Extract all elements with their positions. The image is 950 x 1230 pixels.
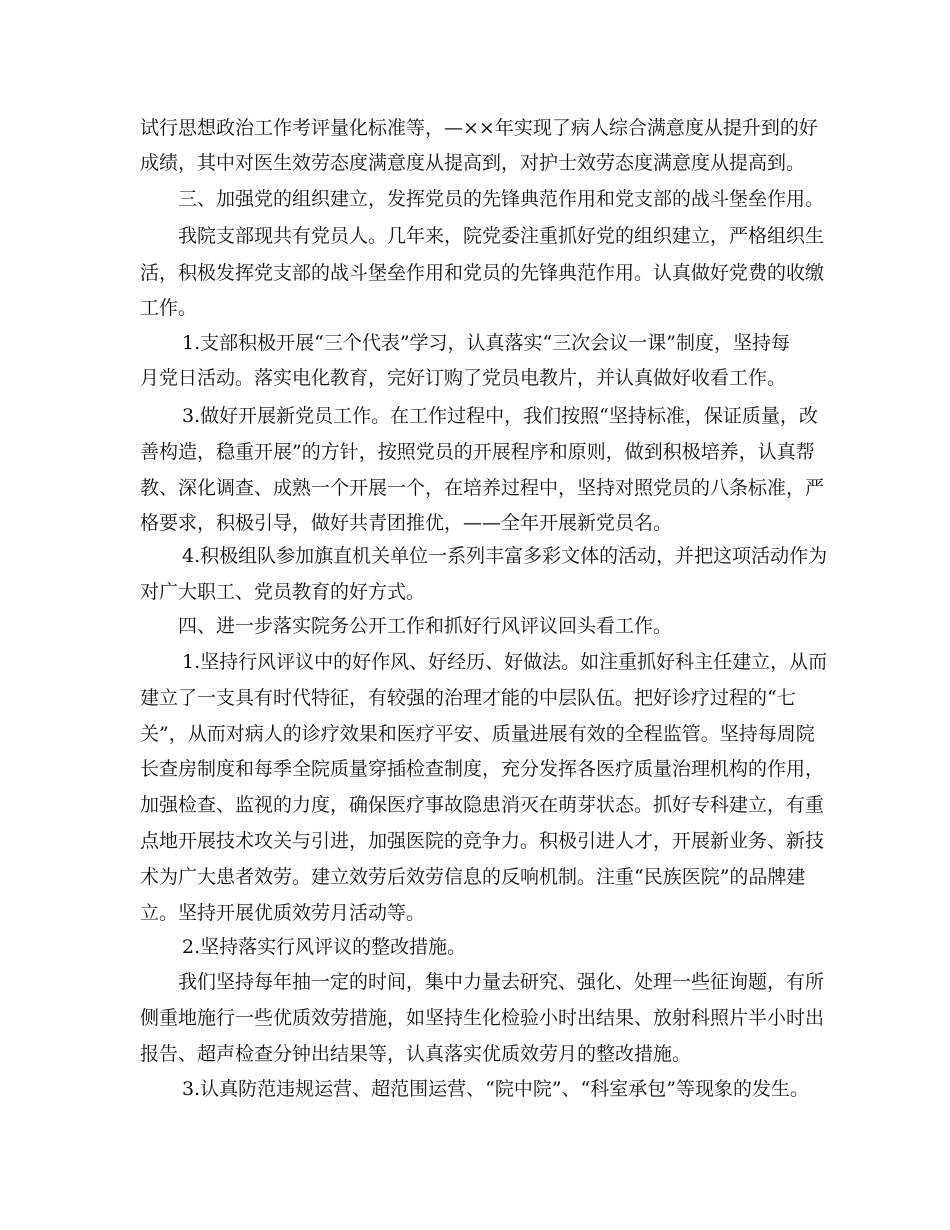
text-line: 4.积极组队参加旗直机关单位一系列丰富多彩文体的活动，并把这项活动作为 <box>182 545 828 567</box>
text-line: 试行思想政治工作考评量化标准等，—××年实现了病人综合满意度从提升到的好 <box>140 117 818 139</box>
text-line: 格要求，积极引导，做好共青团推优，——全年开展新党员名。 <box>140 512 673 534</box>
text-line: 点地开展技术攻关与引进，加强医院的竞争力。积极引进人才，开展新业务、新技 <box>140 830 825 852</box>
text-line: 我院支部现共有党员人。几年来，院党委注重抓好党的组织建立，严格组织生 <box>178 225 825 247</box>
text-line: 教、深化调查、成熟一个开展一个，在培养过程中，坚持对照党员的八条标准，严 <box>140 477 825 499</box>
text-line: 对广大职工、党员教育的好方式。 <box>140 581 426 603</box>
text-line: 侧重地施行一些优质效劳措施，如坚持生化检验小时出结果、放射科照片半小时出 <box>140 1007 825 1029</box>
text-line: 术为广大患者效劳。建立效劳后效劳信息的反响机制。注重“民族医院”的品牌建 <box>140 866 806 888</box>
text-line: 1.支部积极开展“三个代表”学习，认真落实“三次会议一课”制度，坚持每 <box>182 332 790 354</box>
text-line: 立。坚持开展优质效劳月活动等。 <box>140 902 426 924</box>
text-line: 2.坚持落实行风评议的整改措施。 <box>182 936 467 958</box>
text-line: 1.坚持行风评议中的好作风、好经历、好做法。如注重抓好科主任建立，从而 <box>182 651 828 673</box>
section-heading: 四、进一步落实院务公开工作和抓好行风评议回头看工作。 <box>178 615 673 637</box>
text-line: 善构造，稳重开展”的方针，按照党员的开展程序和原则，做到积极培养，认真帮 <box>140 441 815 463</box>
text-line: 3.认真防范违规运营、超范围运营、“院中院”、“科室承包”等现象的发生。 <box>182 1078 809 1100</box>
text-line: 建立了一支具有时代特征，有较强的治理才能的中层队伍。把好诊疗过程的“七 <box>140 687 796 709</box>
text-line: 长查房制度和每季全院质量穿插检查制度，充分发挥各医疗质量治理机构的作用， <box>140 758 825 780</box>
text-line: 关”，从而对病人的诊疗效果和医疗平安、质量进展有效的全程监管。坚持每周院 <box>140 723 815 745</box>
text-line: 加强检查、监视的力度，确保医疗事故隐患消灭在萌芽状态。抓好专科建立，有重 <box>140 794 825 816</box>
text-line: 3.做好开展新党员工作。在工作过程中，我们按照“坚持标准，保证质量，改 <box>182 405 818 427</box>
text-line: 工作。 <box>140 297 198 319</box>
text-line: 活，积极发挥党支部的战斗堡垒作用和党员的先锋典范作用。认真做好党费的收缴 <box>140 262 825 284</box>
text-line: 我们坚持每年抽一定的时间，集中力量去研究、强化、处理一些征询题，有所 <box>178 971 825 993</box>
text-line: 报告、超声检查分钟出结果等，认真落实优质效劳月的整改措施。 <box>140 1043 692 1065</box>
text-line: 成绩，其中对医生效劳态度满意度从提高到，对护士效劳态度满意度从提高到。 <box>140 152 806 174</box>
text-line: 月党日活动。落实电化教育，完好订购了党员电教片，并认真做好收看工作。 <box>140 367 787 389</box>
section-heading: 三、加强党的组织建立，发挥党员的先锋典范作用和党支部的战斗堡垒作用。 <box>178 188 825 210</box>
